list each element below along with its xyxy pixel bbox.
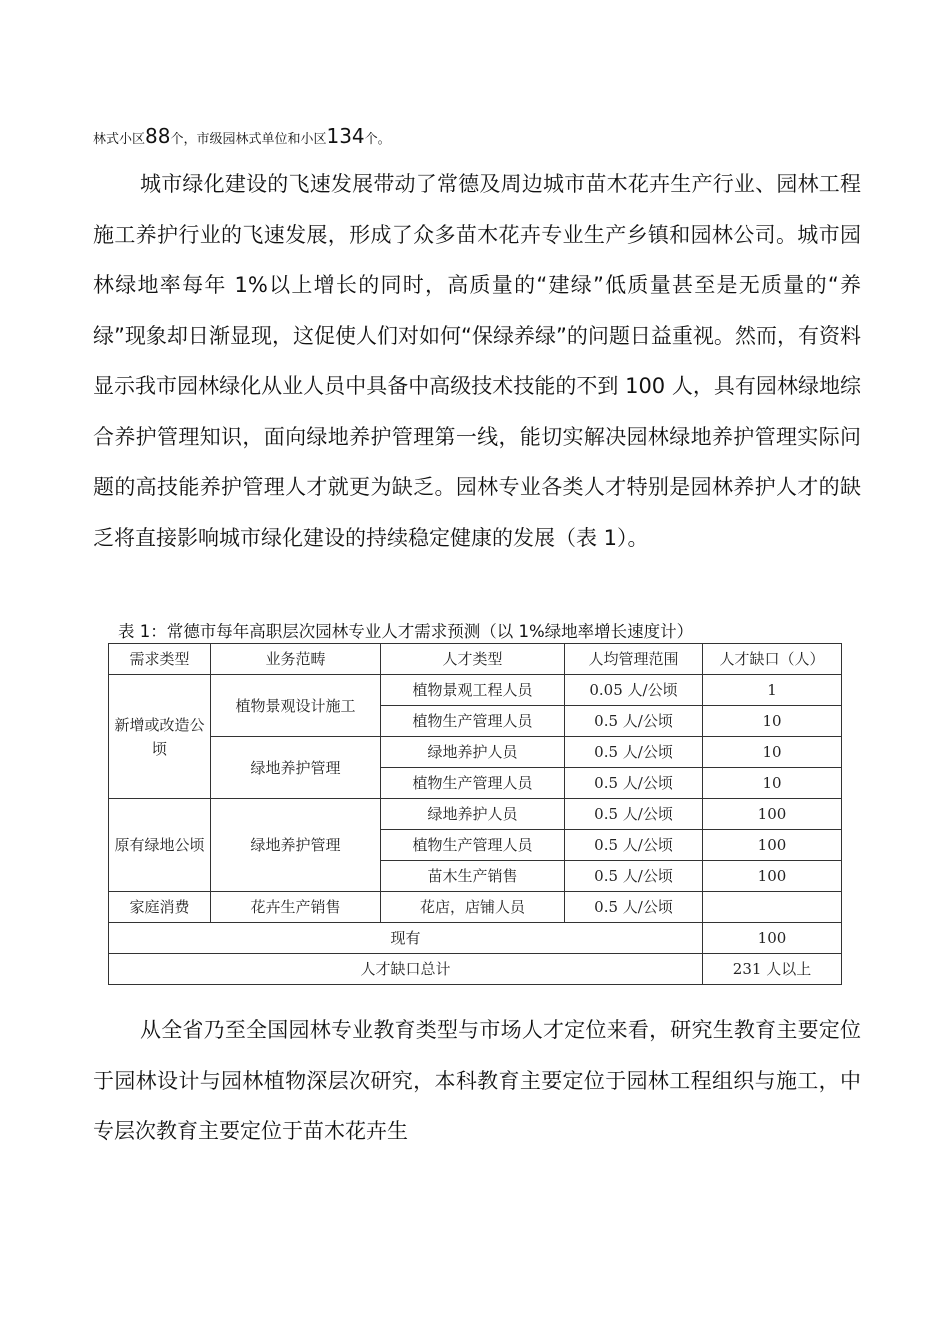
intro-suffix: 个。 — [364, 132, 391, 147]
gap-cell: 100 — [703, 861, 842, 892]
scope-cell: 花卉生产销售 — [211, 892, 381, 923]
table-caption: 表 1：常德市每年高职层次园林专业人才需求预测（以 1%绿地率增长速度计） — [118, 622, 694, 641]
header-cell: 需求类型 — [109, 644, 211, 675]
paragraph-1: 城市绿化建设的飞速发展带动了常德及周边城市苗木花卉生产行业、园林工程施工养护行业的飞速发展，形成了众多苗木花卉专业生产乡镇和园林公司。城市园林绿地率每年 1%以上增长的同时，高质量的“建绿”低质量甚至是无质量的“养绿”现象却日渐显现，这促使人们对如何“保绿养绿”的问题日益重视。然而，有资料显示我市园林绿化从业人员中具备中高级技术技能的不到 100 人，具有园林绿地综合养护管理知识，面向绿地养护管理第一线，能切实解决园林绿地养护管理实际问题的高技能养护管理人才就更为缺乏。园林专业各类人才特别是园林养护人才的缺乏将直接影响城市绿化建设的持续稳定健康的发展（表 1）。 — [93, 172, 861, 550]
total-value-cell: 231 人以上 — [703, 954, 842, 985]
gap-cell: 100 — [703, 830, 842, 861]
talent-cell: 植物生产管理人员 — [381, 830, 565, 861]
total-label-cell: 人才缺口总计 — [109, 954, 703, 985]
existing-value-cell: 100 — [703, 923, 842, 954]
demand-type-cell: 家庭消费 — [109, 892, 211, 923]
table-header-row — [109, 644, 842, 675]
gap-cell: 10 — [703, 768, 842, 799]
talent-cell: 绿地养护人员 — [381, 799, 565, 830]
range-cell: 0.5 人/公顷 — [565, 799, 703, 830]
table-row — [109, 892, 842, 923]
talent-cell: 植物景观工程人员 — [381, 675, 565, 706]
range-cell: 0.5 人/公顷 — [565, 768, 703, 799]
table-row-total — [109, 954, 842, 985]
header-cell: 人均管理范围 — [565, 644, 703, 675]
range-cell: 0.5 人/公顷 — [565, 892, 703, 923]
scope-cell: 绿地养护管理 — [211, 737, 381, 799]
range-cell: 0.05 人/公顷 — [565, 675, 703, 706]
gap-cell: 1 — [703, 675, 842, 706]
talent-demand-table — [108, 643, 842, 985]
gap-cell: 10 — [703, 737, 842, 768]
existing-label-cell: 现有 — [109, 923, 703, 954]
table-row — [109, 675, 842, 706]
talent-cell: 绿地养护人员 — [381, 737, 565, 768]
header-cell: 人才类型 — [381, 644, 565, 675]
talent-cell: 苗木生产销售 — [381, 861, 565, 892]
talent-cell: 植物生产管理人员 — [381, 768, 565, 799]
range-cell: 0.5 人/公顷 — [565, 830, 703, 861]
gap-cell: 100 — [703, 799, 842, 830]
header-cell: 业务范畴 — [211, 644, 381, 675]
talent-cell: 植物生产管理人员 — [381, 706, 565, 737]
table-row-existing — [109, 923, 842, 954]
range-cell: 0.5 人/公顷 — [565, 737, 703, 768]
intro-line — [93, 124, 391, 148]
intro-prefix: 林式小区 — [93, 132, 146, 147]
range-cell: 0.5 人/公顷 — [565, 706, 703, 737]
paragraph-2: 从全省乃至全国园林专业教育类型与市场人才定位来看，研究生教育主要定位于园林设计与园林植物深层次研究，本科教育主要定位于园林工程组织与施工，中专层次教育主要定位于苗木花卉生 — [93, 1018, 861, 1143]
demand-type-cell: 原有绿地公顷 — [109, 799, 211, 892]
intro-mid: 个，市级园林式单位和小区 — [170, 132, 327, 147]
talent-cell: 花店，店铺人员 — [381, 892, 565, 923]
range-cell: 0.5 人/公顷 — [565, 861, 703, 892]
scope-cell: 绿地养护管理 — [211, 799, 381, 892]
table-row — [109, 799, 842, 830]
gap-cell: 10 — [703, 706, 842, 737]
demand-type-cell: 新增或改造公顷 — [109, 675, 211, 799]
intro-num1: 88 — [145, 124, 171, 148]
gap-cell — [703, 892, 842, 923]
scope-cell: 植物景观设计施工 — [211, 675, 381, 737]
intro-num2: 134 — [326, 124, 365, 148]
header-cell: 人才缺口（人） — [703, 644, 842, 675]
table-row — [109, 737, 842, 768]
